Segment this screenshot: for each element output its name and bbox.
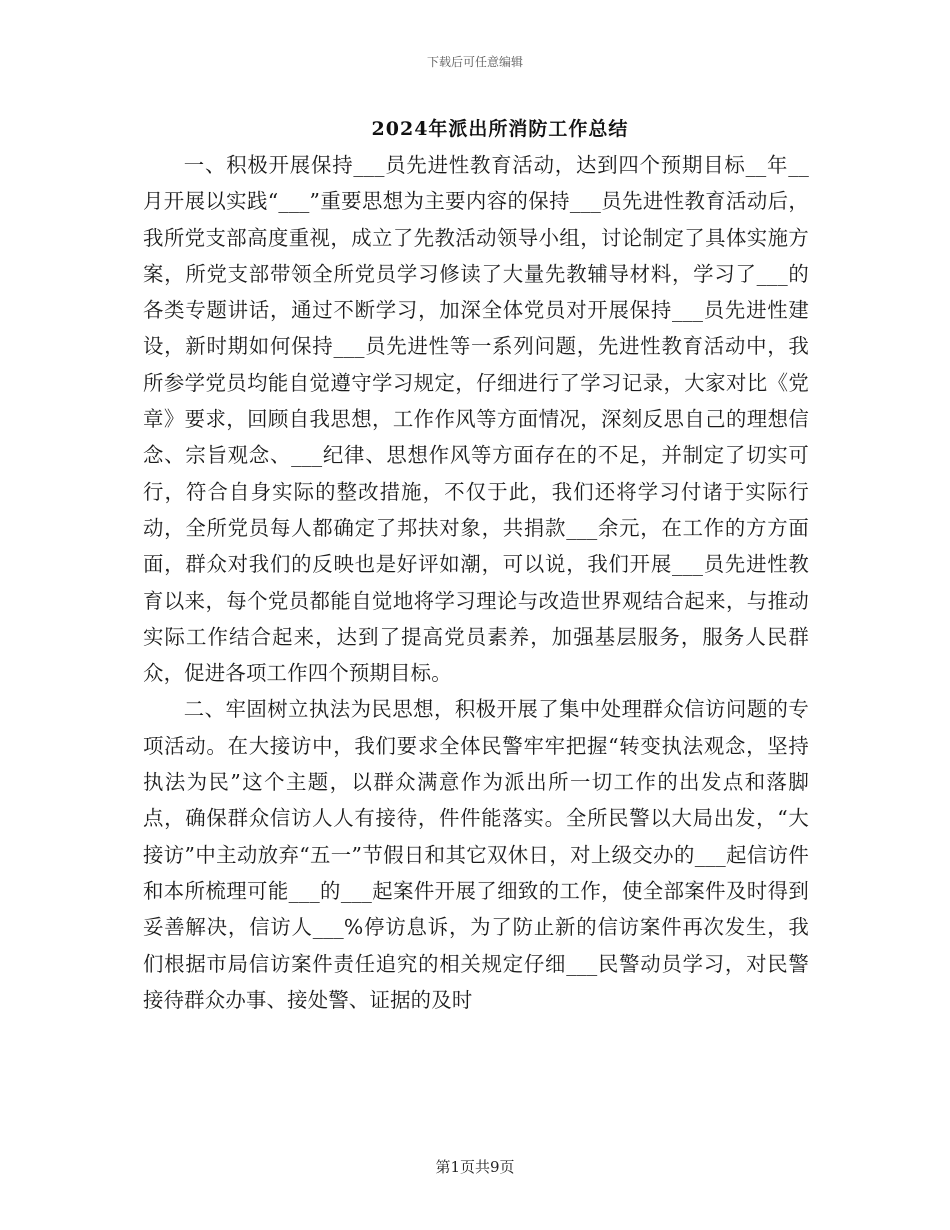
page-number: 第1页共9页 xyxy=(435,1158,515,1176)
document-body xyxy=(143,147,809,1018)
page-header-note: 下载后可任意编辑 xyxy=(426,55,523,69)
paragraph: 一、积极开展保持___员先进性教育活动，达到四个预期目标__年__月开展以实践“___”重要思想为主要内容的保持___员先进性教育活动后，我所党支部高度重视，成立了先教活动领导小组，讨论制定了具体实施方案，所党支部带领全所党员学习修读了大量先教辅导材料，学习了___的各类专题讲话，通过不断学习，加深全体党员对开展保持___员先进性建设，新时期如何保持___员先进性等一系列问题，先进性教育活动中，我所参学党员均能自觉遵守学习规定，仔细进行了学习记录，大家对比《党章》要求，回顾自我思想，工作作风等方面情况，深刻反思自己的理想信念、宗旨观念、___纪律、思想作风等方面存在的不足，并制定了切实可行，符合自身实际的整改措施，不仅于此，我们还将学习付诸于实际行动，全所党员每人都确定了邦扶对象，共捐款___余元，在工作的方方面面，群众对我们的反映也是好评如潮，可以说，我们开展___员先进性教育以来，每个党员都能自觉地将学习理论与改造世界观结合起来，与推动实际工作结合起来，达到了提高党员素养，加强基层服务，服务人民群众，促进各项工作四个预期目标。 xyxy=(143,153,809,686)
document-title: 2024年派出所消防工作总结 xyxy=(371,118,629,140)
paragraph: 二、牢固树立执法为民思想，积极开展了集中处理群众信访问题的专项活动。在大接访中，我们要求全体民警牢牢把握“转变执法观念，坚持执法为民”这个主题，以群众满意作为派出所一切工作的出发点和落脚点，确保群众信访人人有接待，件件能落实。全所民警以大局出发，“大接访”中主动放弃“五一”节假日和其它双休日，对上级交办的___起信访件和本所梳理可能___的___起案件开展了细致的工作，使全部案件及时得到妥善解决，信访人___%停访息诉，为了防止新的信访案件再次发生，我们根据市局信访案件责任追究的相关规定仔细___民警动员学习，对民警接待群众办事、接处警、证据的及时 xyxy=(143,697,809,1012)
